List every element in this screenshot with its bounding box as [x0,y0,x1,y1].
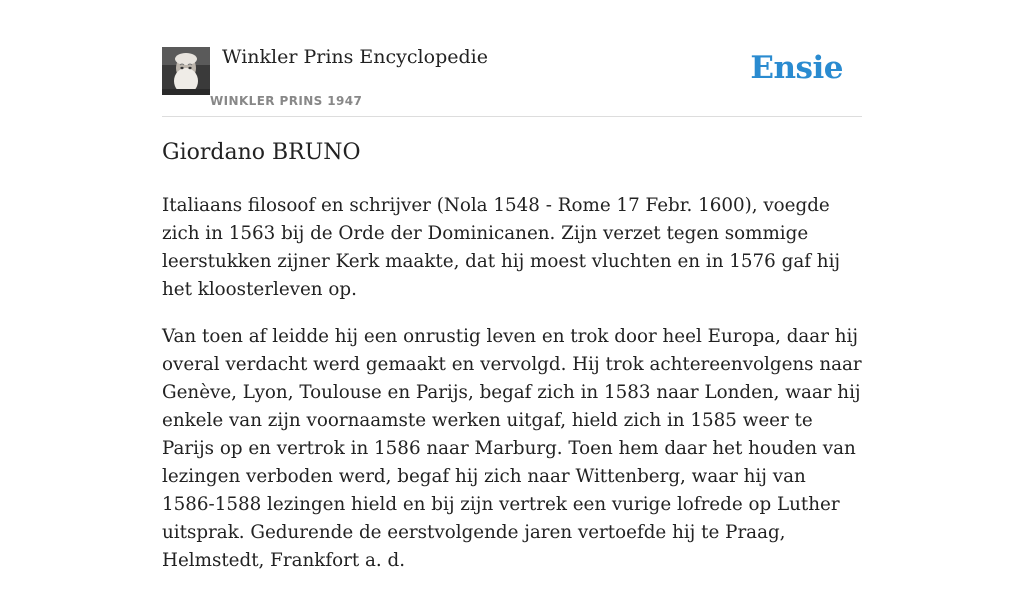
article-body [162,192,862,594]
source-title[interactable]: Winkler Prins Encyclopedie [222,46,488,68]
article-paragraph: Italiaans filosoof en schrijver (Nola 1548 - Rome 17 Febr. 1600), voegde zich in 1563 bij de Orde der Dominicanen. Zijn verzet tegen sommige leerstukken zijner Kerk maakte, dat hij moest vluchten en in 1576 gaf hij het kloosterleven op. [162,195,841,300]
source-header [162,0,862,117]
page-container [162,0,862,571]
article-title: Giordano BRUNO [162,140,361,165]
article-paragraph: Van toen af leidde hij een onrustig leven en trok door heel Europa, daar hij overal verdacht werd gemaakt en vervolgd. Hij trok achtereenvolgens naar Genève, Lyon, Toulouse en Parijs, begaf zich in 1583 naar Londen, waar hij enkele van zijn voornaamste werken uitgaf, hield zich in 1585 weer te Parijs op en vertrok in 1586 naar Marburg. Toen hem daar het houden van lezingen verboden werd, begaf hij zich naar Wittenberg, waar hij van 1586-1588 lezingen hield en bij zijn vertrek een vurige lofrede op Luther uitsprak. Gedurende de eerstvolgende jaren vertoefde hij te Praag, Helmstedt, Frankfort a. d. [162,326,862,571]
source-subtitle[interactable]: WINKLER PRINS 1947 [210,94,363,108]
author-avatar[interactable] [162,47,210,95]
portrait-avatar-icon [162,47,210,95]
ensie-logo[interactable]: Ensie [750,50,843,86]
